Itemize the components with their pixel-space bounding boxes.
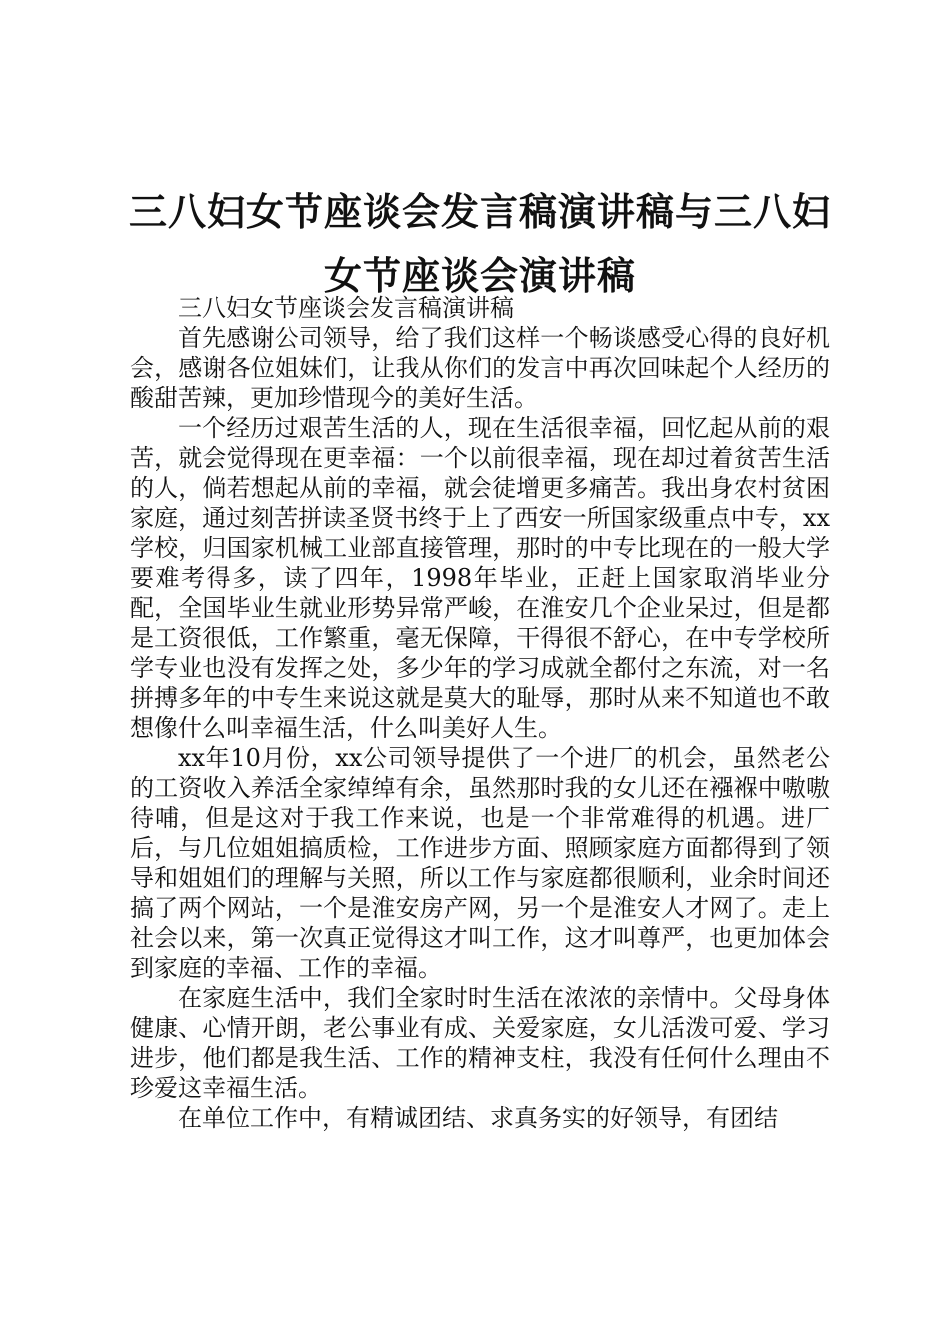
paragraph: 首先感谢公司领导，给了我们这样一个畅谈感受心得的良好机会，感谢各位姐妹们，让我从你们的发言中再次回味起个人经历的酸甜苦辣，更加珍惜现今的美好生活。 xyxy=(130,324,830,412)
document-body xyxy=(130,293,830,1133)
paragraph: 在家庭生活中，我们全家时时生活在浓浓的亲情中。父母身体健康、心情开朗，老公事业有成、关爱家庭，女儿活泼可爱、学习进步，他们都是我生活、工作的精神支柱，我没有任何什么理由不珍爱这幸福生活。 xyxy=(130,984,830,1102)
paragraph: 在单位工作中，有精诚团结、求真务实的好领导，有团结 xyxy=(178,1104,778,1132)
paragraph: 一个经历过艰苦生活的人，现在生活很幸福，回忆起从前的艰苦，就会觉得现在更幸福：一个以前很幸福，现在却过着贫苦生活的人，倘若想起从前的幸福，就会徒增更多痛苦。我出身农村贫困家庭，通过刻苦拼读圣贤书终于上了西安一所国家级重点中专，xx学校，归国家机械工业部直接管理，那时的中专比现在的一般大学要难考得多，读了四年，1998年毕业，正赶上国家取消毕业分配，全国毕业生就业形势异常严峻，在淮安几个企业呆过，但是都是工资很低，工作繁重，毫无保障，干得很不舒心，在中专学校所学专业也没有发挥之处，多少年的学习成就全都付之东流，对一名拼搏多年的中专生来说这就是莫大的耻辱，那时从来不知道也不敢想像什么叫幸福生活，什么叫美好人生。 xyxy=(130,414,830,742)
paragraph: xx年10月份，xx公司领导提供了一个进厂的机会，虽然老公的工资收入养活全家绰绰有余，虽然那时我的女儿还在襁褓中嗷嗷待哺，但是这对于我工作来说，也是一个非常难得的机遇。进厂后，与几位姐姐搞质检，工作进步方面、照顾家庭方面都得到了领导和姐姐们的理解与关照，所以工作与家庭都很顺利，业余时间还搞了两个网站，一个是淮安房产网，另一个是淮安人才网了。走上社会以来，第一次真正觉得这才叫工作，这才叫尊严，也更加体会到家庭的幸福、工作的幸福。 xyxy=(130,744,830,982)
document-subtitle: 三八妇女节座谈会发言稿演讲稿 xyxy=(178,294,514,322)
document-title: 三八妇女节座谈会发言稿演讲稿与三八妇女节座谈会演讲稿 xyxy=(128,189,831,299)
